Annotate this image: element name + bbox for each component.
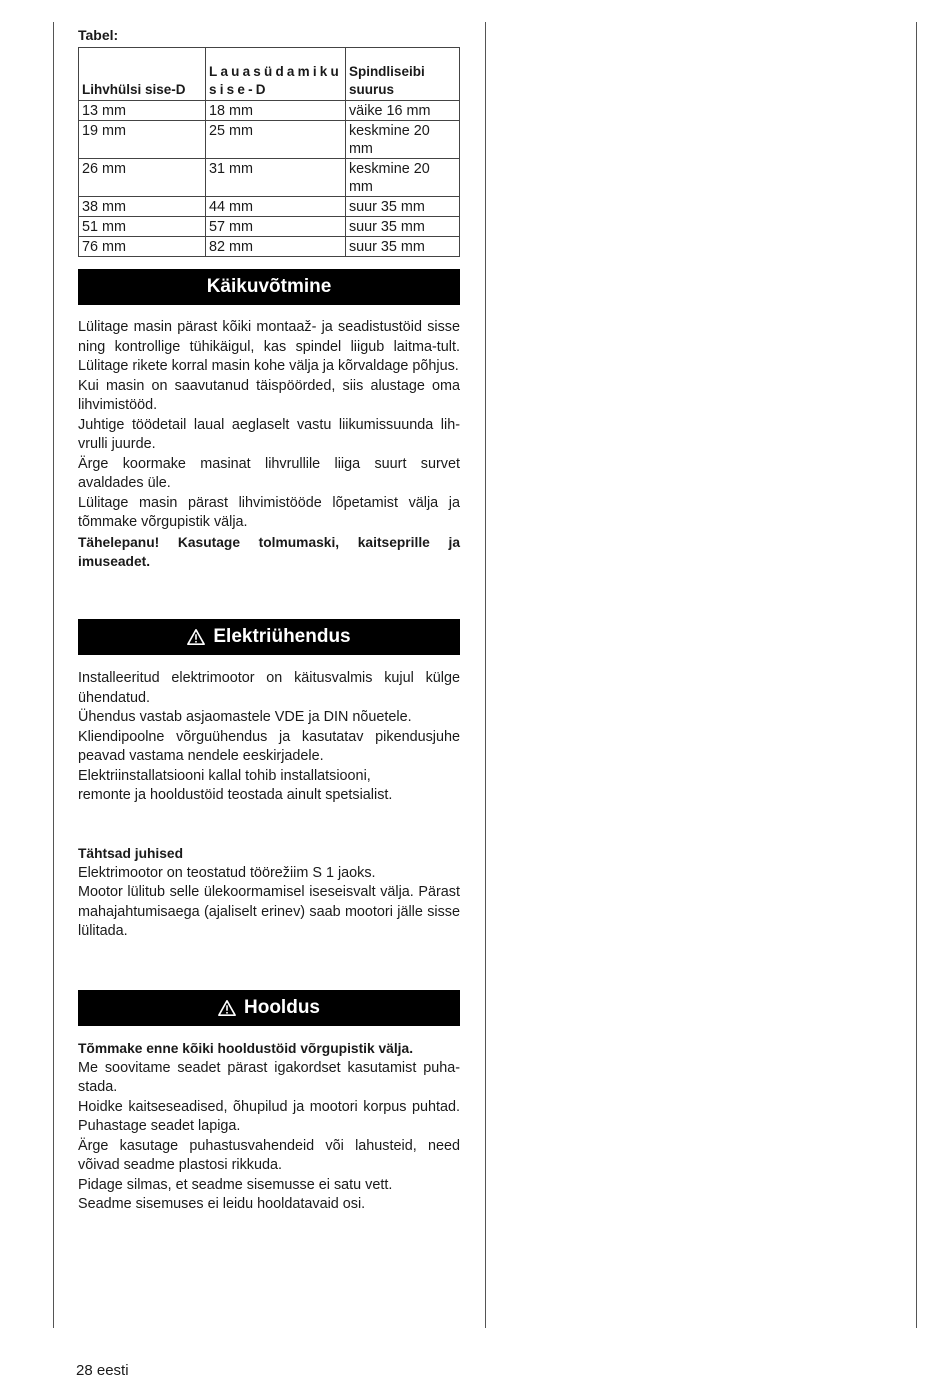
paragraph: Kui masin on saavutanud täispöörded, siis alustage oma lihvimistööd. [78,377,460,413]
important-notes [78,844,460,942]
paragraph: Mootor lülitub selle ülekoormamisel iseseisvalt välja. Pärast mahajahtumisaega (ajaliselt erinev) saab mootori jälle sisse lülitada. [78,884,460,939]
table-cell: 44 mm [206,197,346,217]
section-heading-electrical [78,619,460,655]
table-header-cell: Spindliseibi suurus [345,48,459,101]
center-column-rule [485,22,486,1328]
page-footer: 28 eesti [76,1362,129,1379]
warning-triangle-icon [218,999,236,1017]
electrical-text [78,669,460,806]
table-cell: 38 mm [79,197,206,217]
spec-table [78,47,460,257]
table-row [79,159,460,197]
section-heading-maintenance [78,990,460,1026]
paragraph: Installeeritud elektrimootor on käitusvalmis kujul külge ühendatud. [78,670,460,706]
paragraph: Ärge koormake masinat lihvrullile liiga suurt survet avaldades üle. [78,455,460,491]
table-cell: 76 mm [79,237,206,257]
table-cell: 57 mm [206,217,346,237]
table-cell: 25 mm [206,121,346,159]
table-cell: keskmine 20 mm [345,121,459,159]
table-cell: 82 mm [206,237,346,257]
table-cell: keskmine 20 mm [345,159,459,197]
table-row [79,217,460,237]
paragraph: Ühendus vastab asjaomastele VDE ja DIN nõuetele. [78,709,412,725]
table-cell: suur 35 mm [345,237,459,257]
table-cell: 19 mm [79,121,206,159]
paragraph: Kliendipoolne võrguühendus ja kasutatav pikendusjuhe peavad vastama nendele eeskirjadele. [78,728,460,764]
paragraph: Pidage silmas, et seadme sisemusse ei satu vett. [78,1176,393,1193]
paragraph: Elektrimootor on teostatud töörežiim S 1 jaoks. [78,864,376,881]
table-cell: väike 16 mm [345,101,459,121]
section-heading-maintenance-title: Hooldus [244,997,320,1018]
paragraph: Ärge kasutage puhastusvahendeid või lahusteid, need võivad seadme plastosi rikkuda. [78,1137,460,1173]
table-cell: suur 35 mm [345,197,459,217]
table-label: Tabel: [78,27,119,43]
table-cell: 13 mm [79,101,206,121]
warning-note: Tähelepanu! Kasutage tolmumaski, kaitseprille ja imuseadet. [78,534,460,569]
paragraph: Me soovitame seadet pärast igakordset kasutamist puha-stada. [78,1059,460,1095]
table-row [79,237,460,257]
left-column-rule [53,22,54,1328]
table-header-row [79,48,460,101]
table-cell: 18 mm [206,101,346,121]
paragraph: Elektriinstallatsiooni kallal tohib installatsiooni, [78,767,371,784]
lead-note: Tõmmake enne kõiki hooldustöid võrgupistik välja. [78,1041,414,1056]
table-header-cell: Lauasüdamiku sise-D [206,48,346,101]
table-row [79,101,460,121]
paragraph: Hoidke kaitseseadised, õhupilud ja mootori korpus puhtad. Puhastage seadet lapiga. [78,1098,460,1134]
startup-text [78,318,460,572]
warning-triangle-icon [187,628,205,646]
section-heading-startup [78,269,460,305]
table-cell: 51 mm [79,217,206,237]
table-cell: 26 mm [79,159,206,197]
maintenance-text [78,1039,460,1215]
paragraph: Lülitage masin pärast lihvimistööde lõpetamist välja ja tõmmake võrgupistik välja. [78,494,460,530]
table-row [79,197,460,217]
subheading: Tähtsad juhised [78,846,184,861]
section-heading-startup-title: Käikuvõtmine [206,276,332,297]
paragraph: Juhtige töödetail laual aeglaselt vastu liikumissuunda lih-vrulli juurde. [78,416,460,452]
paragraph: Lülitage masin pärast kõiki montaaž- ja seadistustöid sisse ning kontrollige tühikäigul, kas spindel liigub laitma-tult. Lülitage rikete korral masin kohe välja ja kõrvaldage põhjus. [78,319,460,374]
table-cell: 31 mm [206,159,346,197]
paragraph: remonte ja hooldustöid teostada ainult spetsialist. [78,787,393,803]
table-header-cell: Lihvhülsi sise-D [79,48,206,101]
table-cell: suur 35 mm [345,217,459,237]
right-column-rule [916,22,917,1328]
paragraph: Seadme sisemuses ei leidu hooldatavaid osi. [78,1196,366,1212]
table-row [79,121,460,159]
section-heading-electrical-title: Elektriühendus [213,626,351,647]
